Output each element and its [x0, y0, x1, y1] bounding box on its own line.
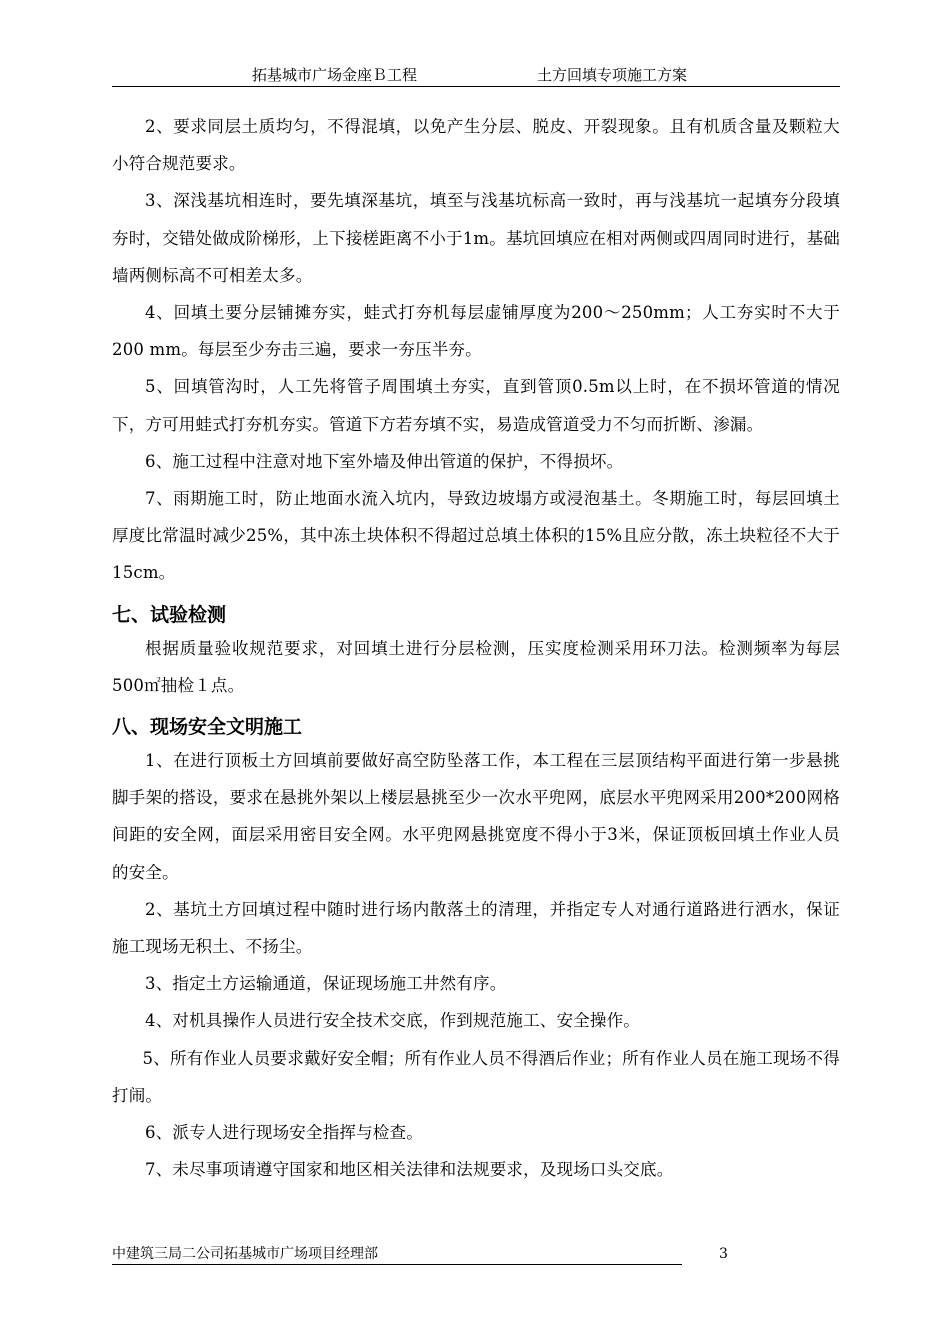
section6-item-2: 2、要求同层土质均匀，不得混填，以免产生分层、脱皮、开裂现象。且有机质含量及颗粒大小符合规范要求。 [112, 117, 840, 174]
section6-item-5: 5、回填管沟时，人工先将管子周围填土夯实，直到管顶0.5m以上时，在不损坏管道的情况下，方可用蛙式打夯机夯实。管道下方若夯填不实，易造成管道受力不匀而折断、渗漏。 [112, 377, 840, 434]
section6-item-7: 7、雨期施工时，防止地面水流入坑内，导致边坡塌方或浸泡基土。冬期施工时，每层回填土厚度比常温时减少25%，其中冻土块体积不得超过总填土体积的15%且应分散，冻土块粒径不大于15cm。 [112, 489, 840, 583]
section8-heading: 八、现场安全文明施工 [112, 716, 303, 739]
section7-body: 根据质量验收规范要求，对回填土进行分层检测，压实度检测采用环刀法。检测频率为每层500㎡抽检１点。 [112, 638, 840, 695]
header-document-title: 土方回填专项施工方案 [537, 66, 688, 84]
page-footer [112, 1244, 840, 1268]
section6-item-4: 4、回填土要分层铺摊夯实，蛙式打夯机每层虚铺厚度为200～250mm；人工夯实时不大于200 mm。每层至少夯击三遍，要求一夯压半夯。 [112, 303, 840, 360]
section8-item-6: 6、派专人进行现场安全指挥与检查。 [145, 1123, 423, 1143]
page-header [112, 64, 840, 87]
section8-item-7: 7、未尽事项请遵守国家和地区相关法律和法规要求，及现场口头交底。 [145, 1160, 674, 1180]
section8-item-3: 3、指定土方运输通道，保证现场施工井然有序。 [145, 974, 507, 994]
header-project-name: 拓基城市广场金座Ｂ工程 [252, 66, 418, 84]
section7-heading: 七、试验检测 [112, 603, 227, 626]
footer-organization: 中建筑三局二公司拓基城市广场项目经理部 [112, 1244, 682, 1265]
section8-item-1: 1、在进行顶板土方回填前要做好高空防坠落工作，本工程在三层顶结构平面进行第一步悬挑脚手架的搭设，要求在悬挑外架以上楼层悬挑至少一次水平兜网，底层水平兜网采用200*200网格间距的安全网，面层采用密目安全网。水平兜网悬挑宽度不得小于3米，保证顶板回填土作业人员的安全。 [112, 751, 840, 882]
document-body [112, 108, 840, 1188]
page-number: 3 [719, 1246, 728, 1262]
section6-item-3: 3、深浅基坑相连时，要先填深基坑，填至与浅基坑标高一致时，再与浅基坑一起填夯分段填夯时，交错处做成阶梯形，上下接槎距离不小于1m。基坑回填应在相对两侧或四周同时进行，基础墙两侧标高不可相差太多。 [112, 191, 840, 285]
section6-item-6: 6、施工过程中注意对地下室外墙及伸出管道的保护，不得损坏。 [145, 451, 624, 471]
section8-item-2: 2、基坑土方回填过程中随时进行场内散落土的清理，并指定专人对通行道路进行洒水，保证施工现场无积土、不扬尘。 [112, 899, 840, 957]
section8-item-5: 5、所有作业人员要求戴好安全帽；所有作业人员不得酒后作业；所有作业人员在施工现场不得打闹。 [112, 1048, 840, 1105]
section8-item-4: 4、对机具操作人员进行安全技术交底，作到规范施工、安全操作。 [145, 1011, 640, 1031]
